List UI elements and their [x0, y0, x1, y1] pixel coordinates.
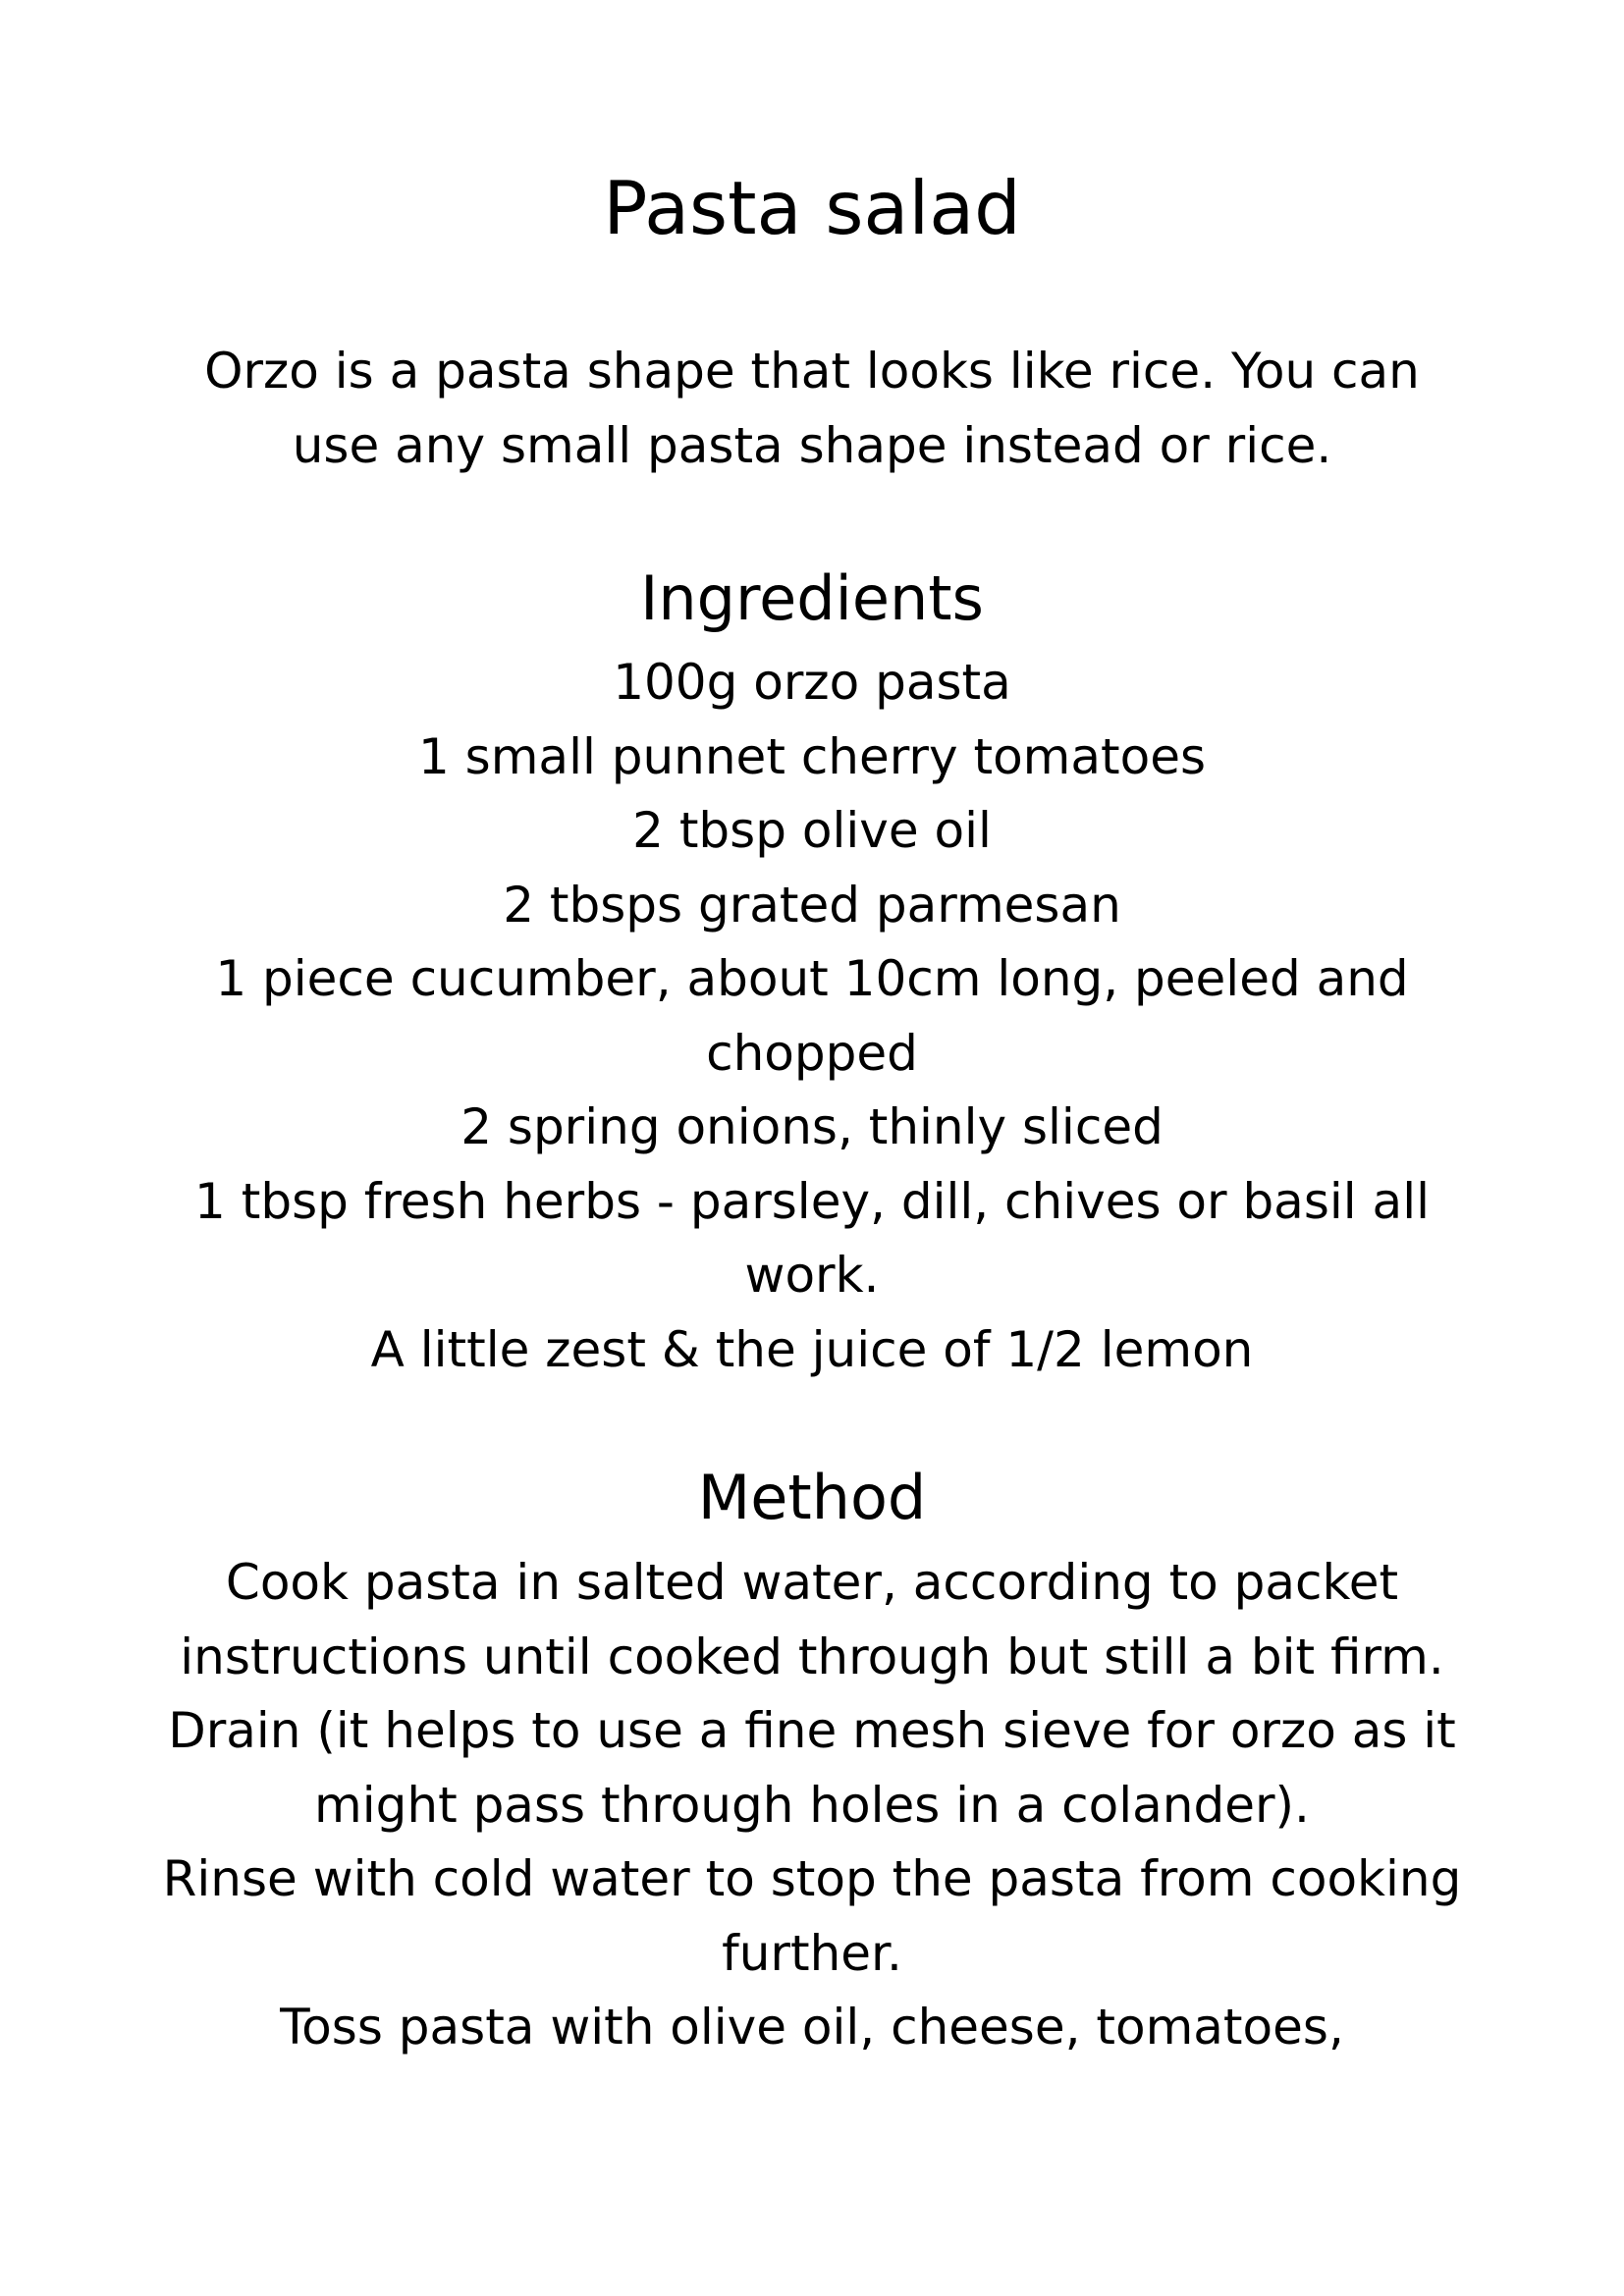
method-heading: Method — [697, 1462, 927, 1533]
ingredient-item — [147, 721, 1477, 795]
ingredient-line: work. — [744, 1247, 880, 1304]
ingredient-line: A little zest & the juice of 1/2 lemon — [370, 1320, 1254, 1378]
method-line: further. — [722, 1924, 902, 1982]
ingredient-line: 1 small punnet cherry tomatoes — [417, 727, 1207, 785]
ingredient-item — [147, 1165, 1477, 1313]
ingredient-item — [147, 942, 1477, 1091]
ingredients-list — [147, 646, 1477, 1387]
page-title: Pasta salad — [603, 165, 1021, 251]
method-line: might pass through holes in a colander). — [314, 1776, 1310, 1834]
method-step — [147, 1842, 1477, 1991]
ingredient-line: chopped — [706, 1024, 918, 1082]
ingredients-heading: Ingredients — [640, 562, 984, 634]
ingredient-line: 2 tbsps grated parmesan — [503, 876, 1121, 934]
ingredient-item — [147, 794, 1477, 869]
intro-line: Orzo is a pasta shape that looks like rice. You can — [204, 343, 1420, 400]
method-line: Cook pasta in salted water, according to packet — [225, 1554, 1399, 1611]
ingredient-item — [147, 646, 1477, 721]
method-step — [147, 1991, 1477, 2065]
ingredient-line: 100g orzo pasta — [613, 654, 1011, 711]
ingredient-item — [147, 1091, 1477, 1165]
ingredient-line: 1 tbsp fresh herbs - parsley, dill, chives or basil all — [194, 1172, 1430, 1230]
ingredient-line: 1 piece cucumber, about 10cm long, peeled and — [215, 950, 1409, 1007]
recipe-intro — [147, 334, 1477, 483]
method-line: Toss pasta with olive oil, cheese, tomatoes, — [280, 1999, 1344, 2056]
method-step — [147, 1694, 1477, 1842]
method-line: Drain (it helps to use a fine mesh sieve for orzo as it — [168, 1702, 1456, 1759]
method-list — [147, 1546, 1477, 2065]
intro-line: use any small pasta shape instead or rice. — [292, 417, 1332, 474]
ingredient-line: 2 tbsp olive oil — [632, 802, 992, 859]
ingredient-item — [147, 869, 1477, 943]
method-step — [147, 1546, 1477, 1694]
method-line: Rinse with cold water to stop the pasta from cooking — [162, 1850, 1462, 1907]
ingredient-line: 2 spring onions, thinly sliced — [460, 1098, 1164, 1155]
method-line: instructions until cooked through but still a bit firm. — [180, 1628, 1444, 1685]
ingredient-item — [147, 1313, 1477, 1388]
